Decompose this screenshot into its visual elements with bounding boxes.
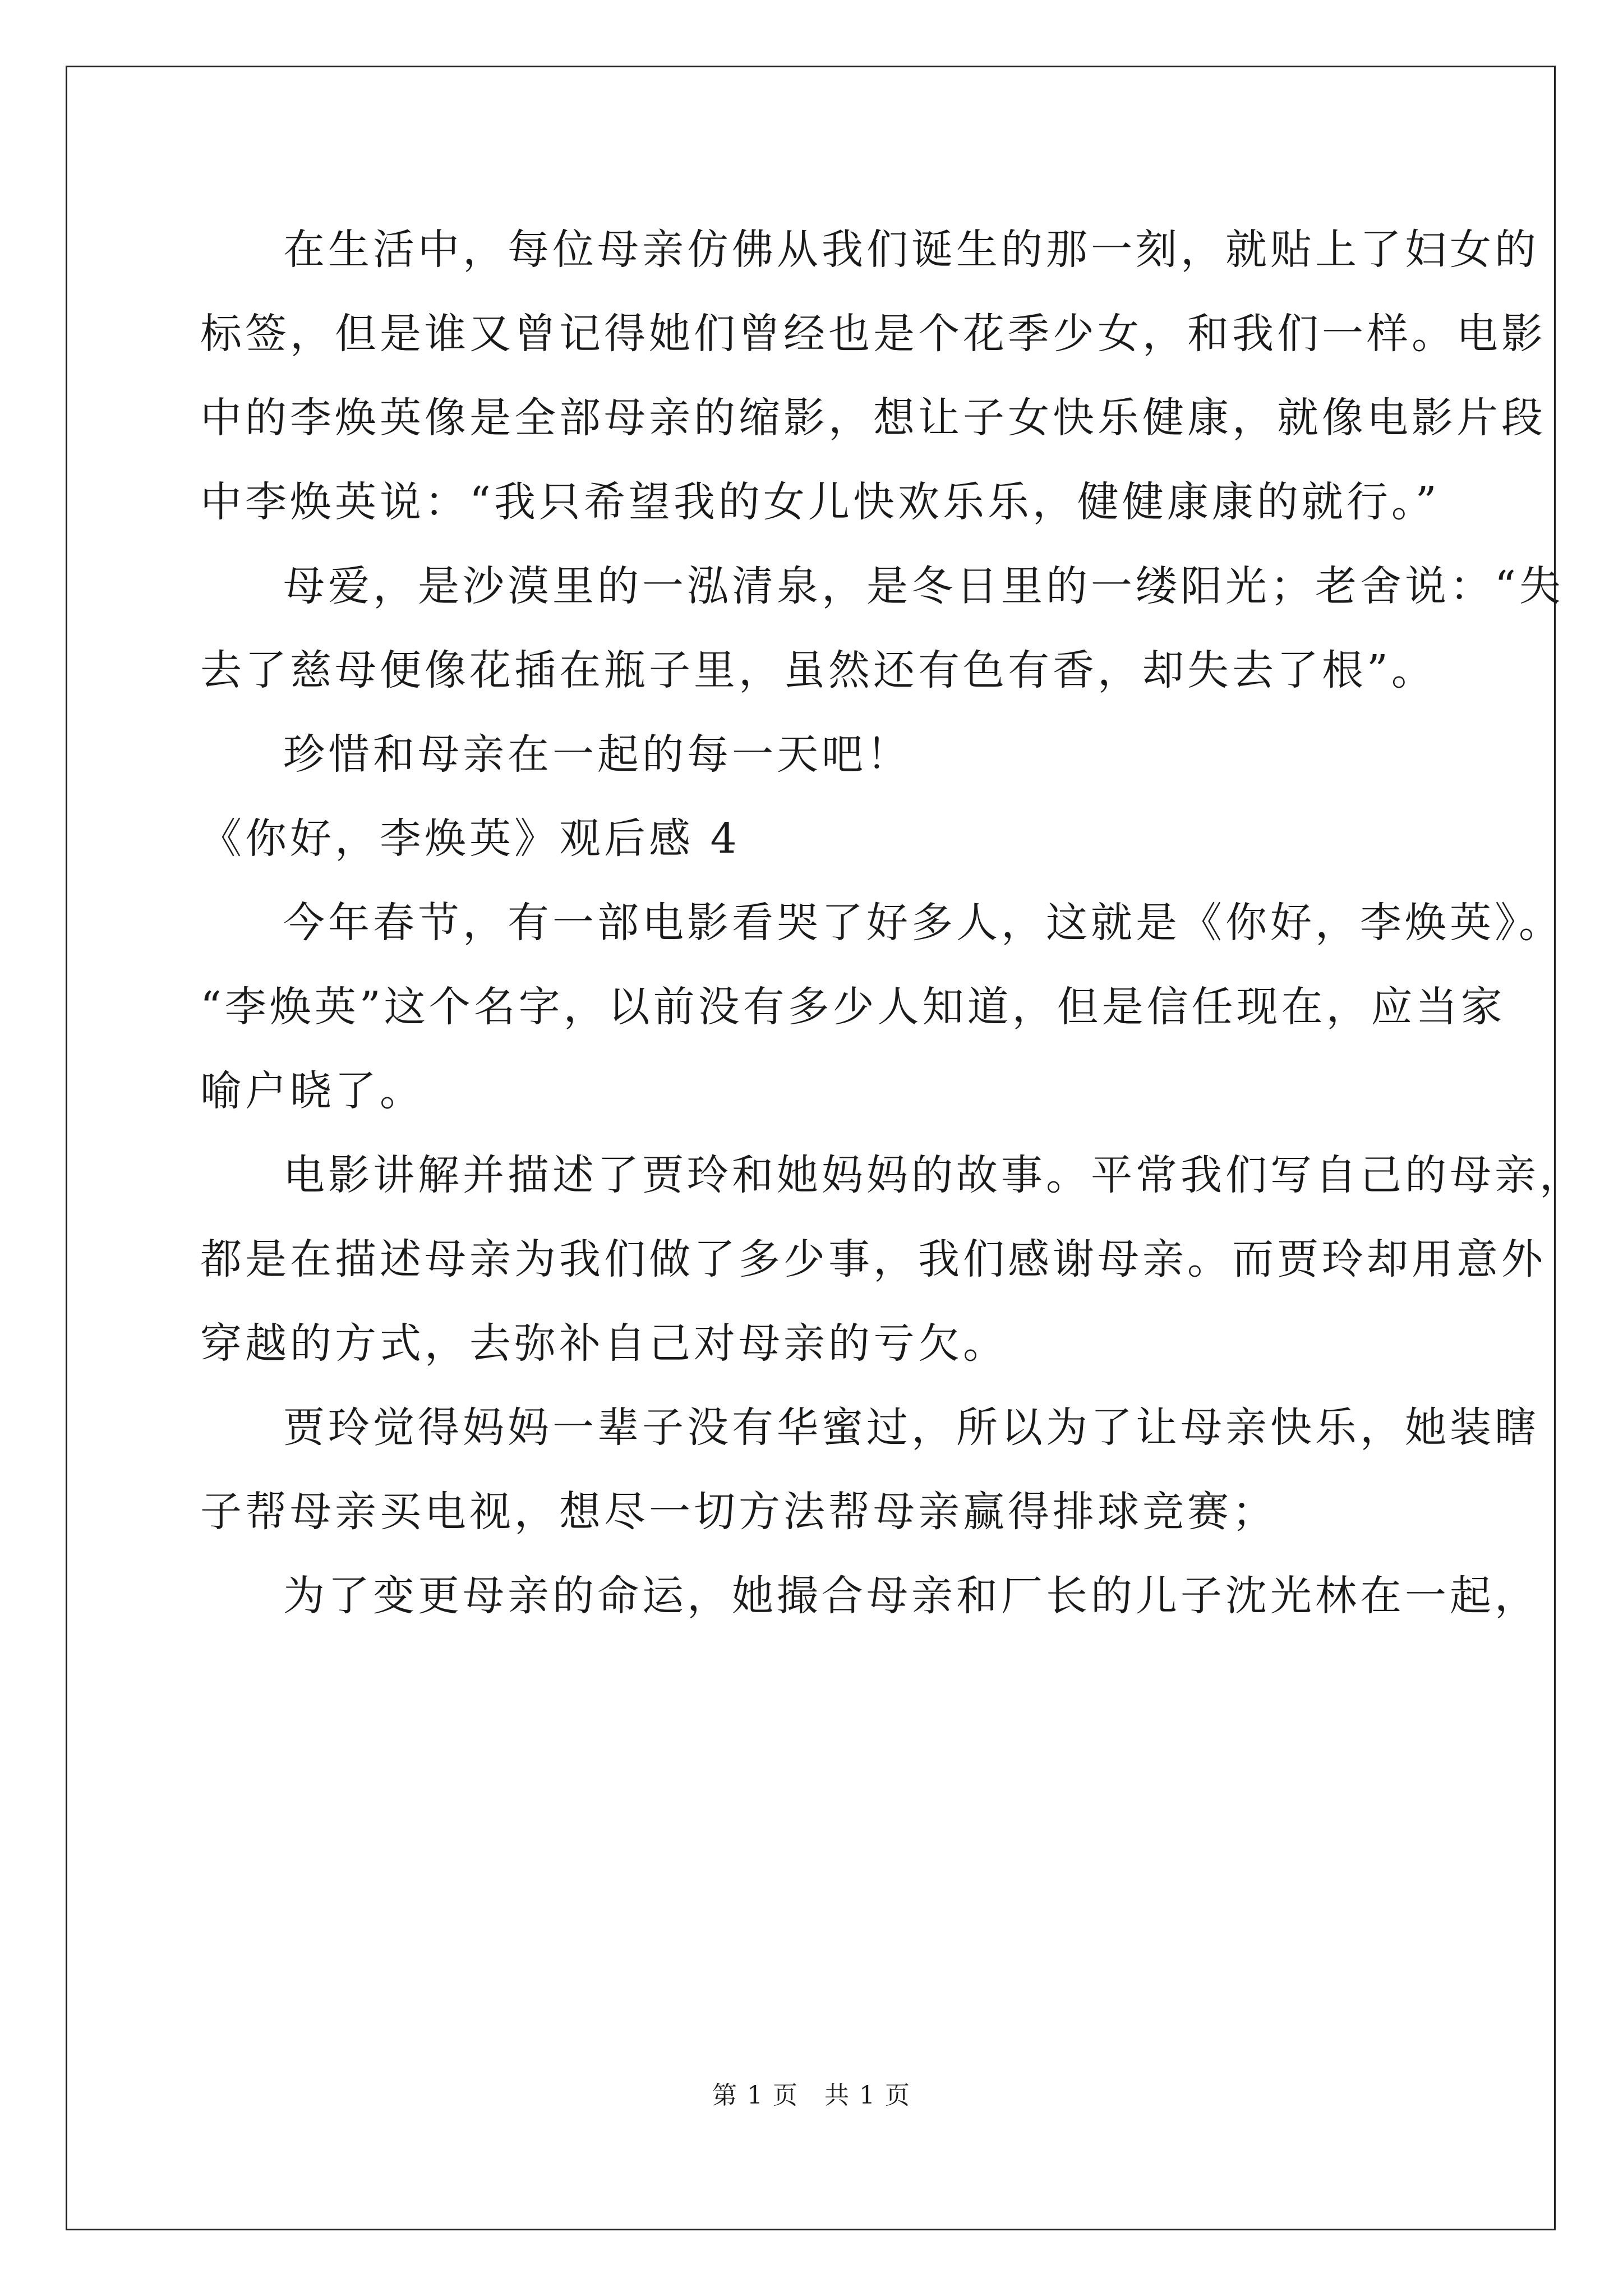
paragraph-line: 电影讲解并描述了贾玲和她妈妈的故事。平常我们写自己的母亲， xyxy=(283,1151,1584,1199)
page-number-footer: 第 1 页 共 1 页 xyxy=(712,2081,911,2110)
paragraph-line: 都是在描述母亲为我们做了多少事，我们感谢母亲。而贾玲却用意外 xyxy=(200,1235,1546,1283)
paragraph-line: “李焕英”这个名字，以前没有多少人知道，但是信任现在，应当家 xyxy=(200,983,1506,1031)
paragraph-line: 去了慈母便像花插在瓶子里，虽然还有色有香，却失去了根”。 xyxy=(200,646,1436,694)
paragraph-line: 标签，但是谁又曾记得她们曾经也是个花季少女，和我们一样。电影 xyxy=(200,310,1546,358)
paragraph-line: 在生活中，每位母亲仿佛从我们诞生的那一刻，就贴上了妇女的 xyxy=(283,226,1539,274)
paragraph-line: 贾玲觉得妈妈一辈子没有华蜜过，所以为了让母亲快乐，她装瞎 xyxy=(283,1404,1539,1452)
paragraph-line: 喻户晓了。 xyxy=(200,1067,425,1115)
paragraph-line: 子帮母亲买电视，想尽一切方法帮母亲赢得排球竞赛； xyxy=(200,1488,1277,1536)
paragraph-line: 母爱，是沙漠里的一泓清泉，是冬日里的一缕阳光；老舍说：“失 xyxy=(283,562,1564,610)
paragraph-line: 穿越的方式，去弥补自己对母亲的亏欠。 xyxy=(200,1319,1008,1368)
page-border xyxy=(66,66,1556,2230)
paragraph-line: 中的李焕英像是全部母亲的缩影，想让子女快乐健康，就像电影片段 xyxy=(200,394,1546,442)
paragraph-line: 珍惜和母亲在一起的每一天吧！ xyxy=(283,730,911,779)
paragraph-line: 为了变更母亲的命运，她撮合母亲和厂长的儿子沈光林在一起， xyxy=(283,1572,1539,1620)
section-heading: 《你好，李焕英》观后感 4 xyxy=(200,815,740,863)
paragraph-line: 中李焕英说：“我只希望我的女儿快欢乐乐，健健康康的就行。” xyxy=(200,478,1440,526)
paragraph-line: 今年春节，有一部电影看哭了好多人，这就是《你好，李焕英》。 xyxy=(283,899,1564,947)
